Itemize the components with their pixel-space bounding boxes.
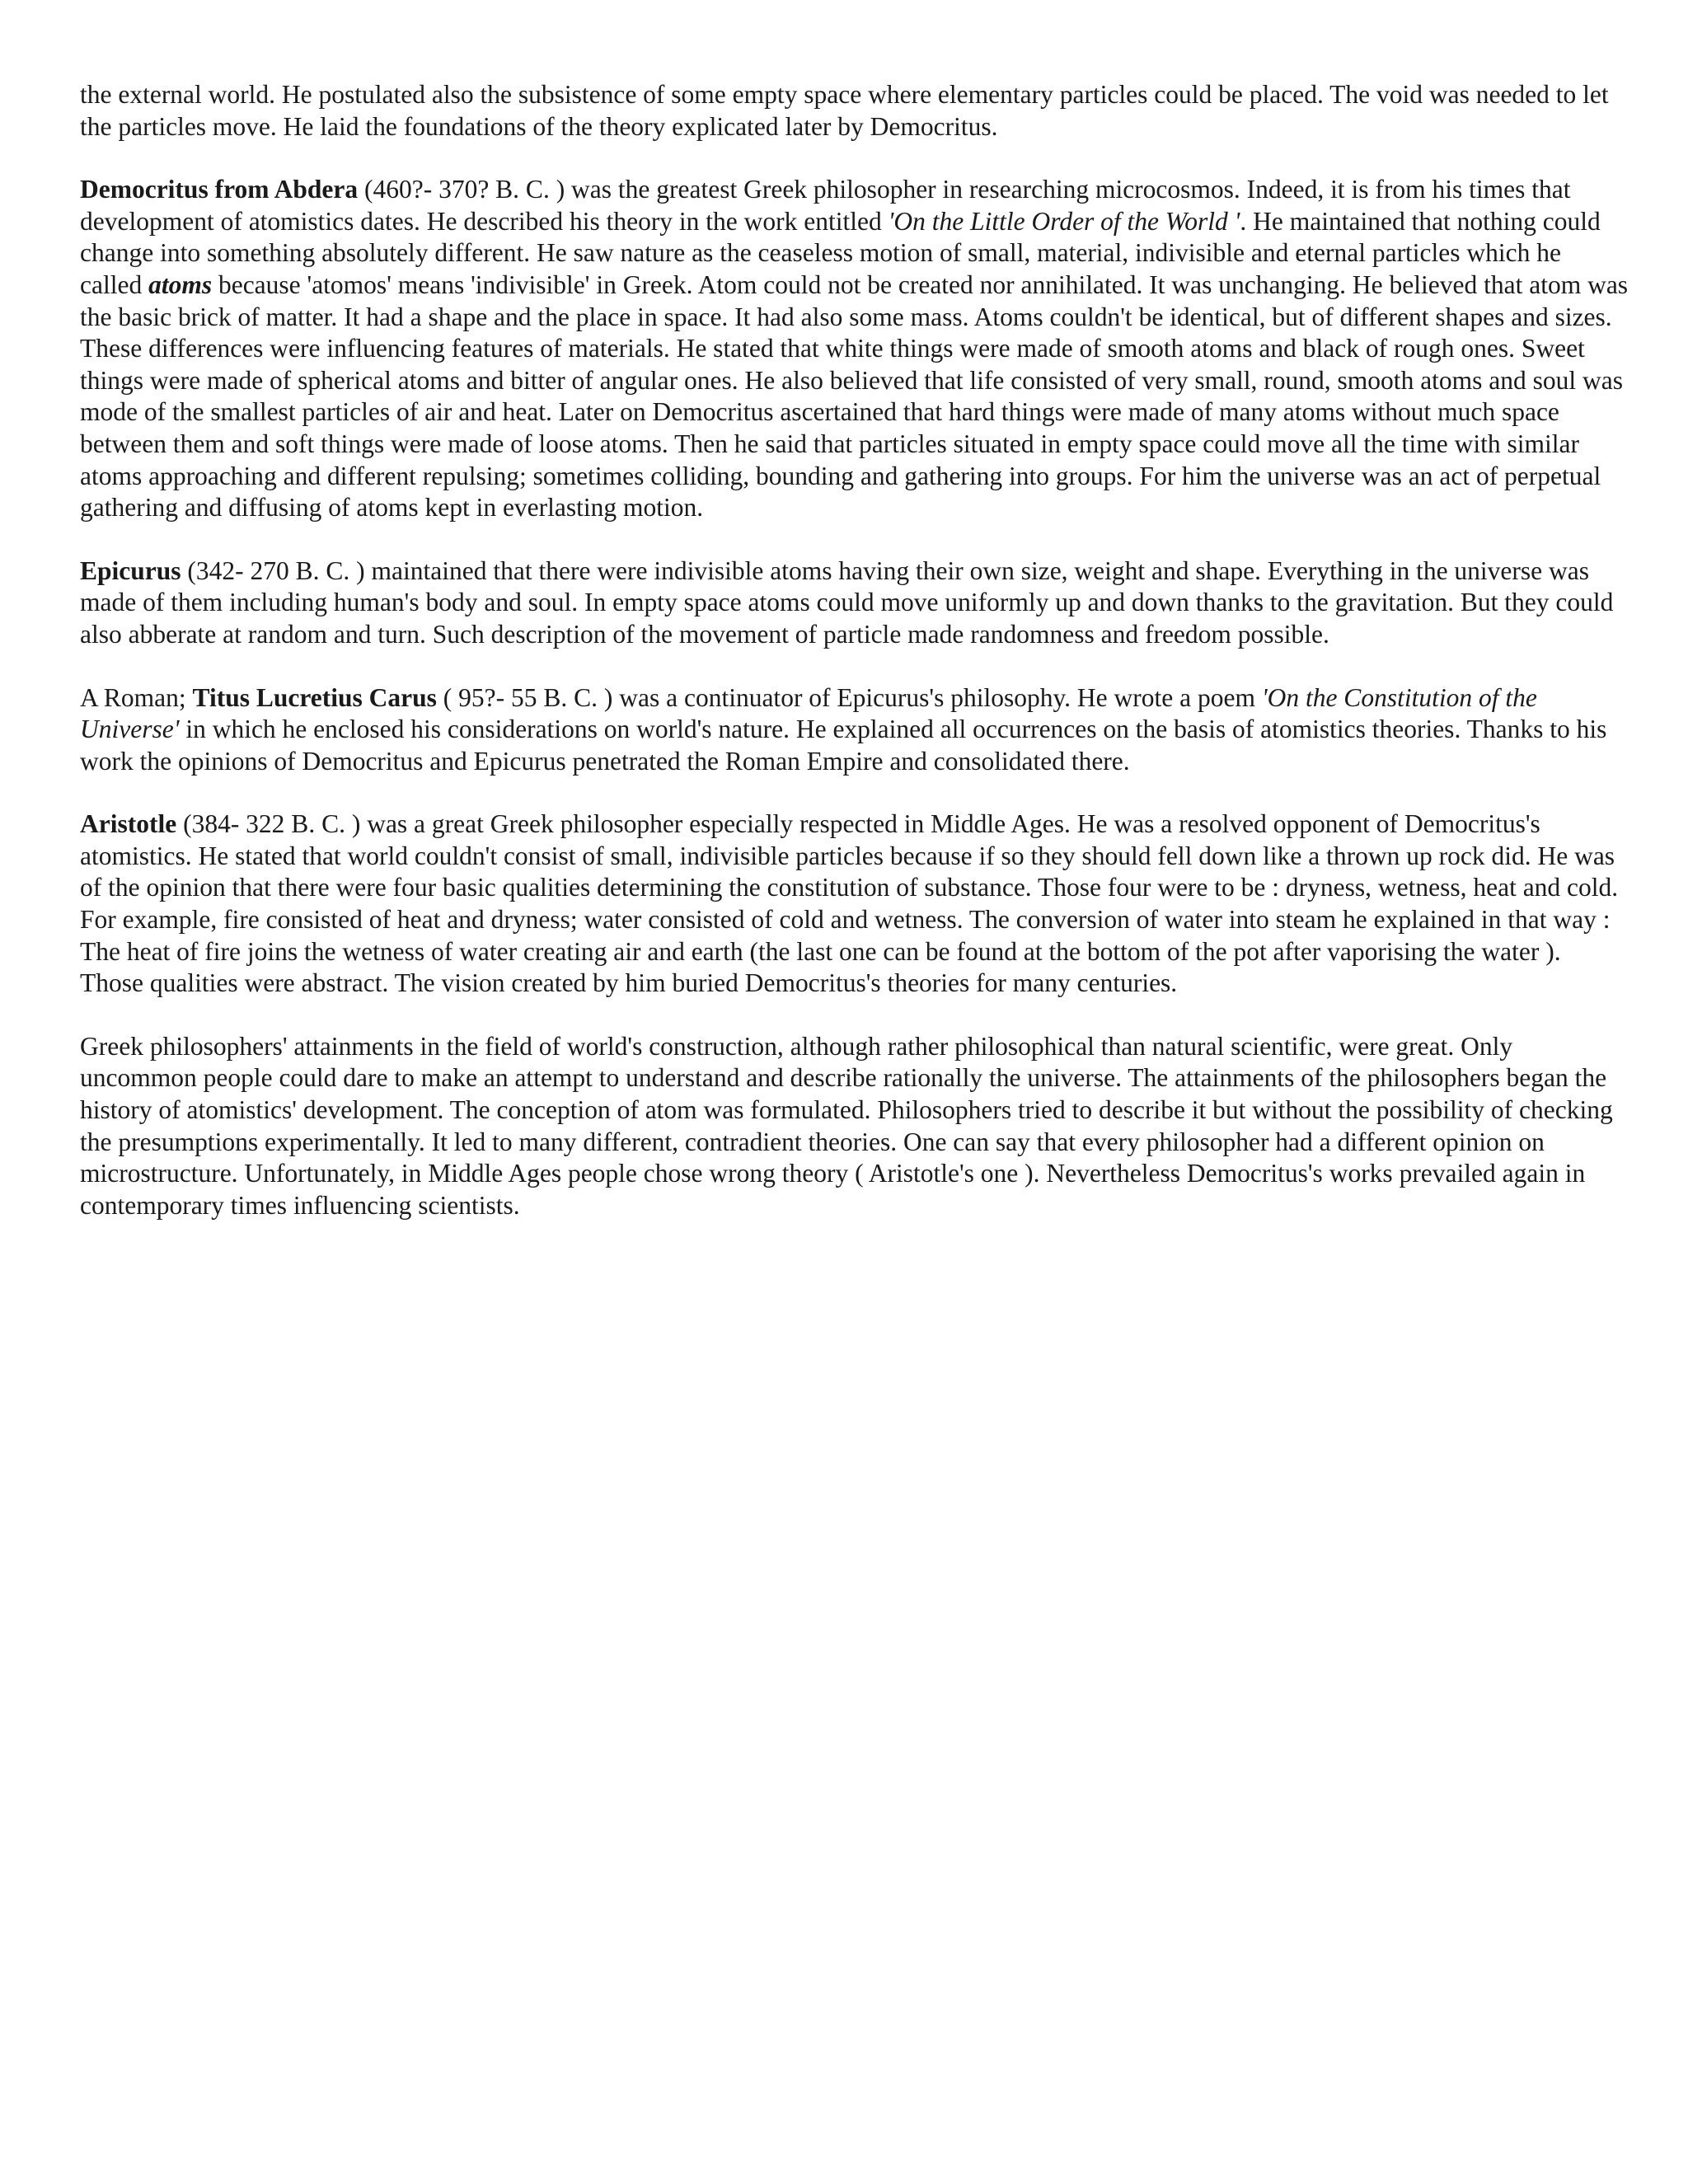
paragraph-democritus — [80, 174, 1629, 524]
paragraph-text: (342- 270 B. C. ) maintained that there were indivisible atoms having their own size, weight and shape. Everything in the universe was made of them including human's body and soul. In empty space atoms could move uniformly up and down thanks to the gravitation. But they could also abberate at random and turn. Such description of the movement of particle made randomness and freedom possible. — [80, 555, 1614, 649]
paragraph-aristotle — [80, 808, 1629, 1000]
philosopher-name-aristotle: Aristotle — [80, 809, 177, 839]
paragraph-text: A Roman; — [80, 682, 193, 712]
paragraph-text: ( 95?- 55 B. C. ) was a continuator of Epicurus's philosophy. He wrote a poem — [436, 682, 1262, 712]
term-atoms: atoms — [148, 269, 213, 299]
philosopher-name-democritus: Democritus from Abdera — [80, 175, 359, 204]
paragraph-text: (384- 322 B. C. ) was a great Greek philosopher especially respected in Middle Ages. He was a resolved opponent of Democritus's atomistics. He stated that world couldn't consist of small, indivisible particles because if so they should fell down like a thrown up rock did. He was of the opinion that there were four basic qualities determining the constitution of substance. Those four were to be : dryness, wetness, heat and cold. For example, fire consisted of heat and dryness; water consisted of cold and wetness. The conversion of water into steam he explained in that way : The heat of fire joins the wetness of water creating air and earth (the last one can be found at the bottom of the pot after vaporising the water ). Those qualities were abstract. The vision created by him buried Democritus's theories for many centuries. — [80, 809, 1619, 998]
paragraph-lucretius — [80, 682, 1629, 778]
paragraph-epicurus — [80, 555, 1629, 651]
document-page — [80, 79, 1629, 1253]
work-title-little-order: 'On the Little Order of the World ' — [888, 206, 1240, 236]
philosopher-name-lucretius: Titus Lucretius Carus — [192, 682, 437, 712]
paragraph-text: in which he enclosed his considerations on world's nature. He explained all occurrences on the basis of atomistics theories. Thanks to his work the opinions of Democritus and Epicurus penetrated the Roman Empire and consolidated there. — [80, 715, 1607, 776]
philosopher-name-epicurus: Epicurus — [80, 555, 181, 585]
paragraph-text: the external world. He postulated also the subsistence of some empty space where elementary particles could be placed. The void was needed to let the particles move. He laid the foundations of the theory explicated later by Democritus. — [80, 80, 1609, 141]
paragraph-conclusion — [80, 1031, 1629, 1222]
work-title-constitution: 'On the Constitution of the Universe' — [80, 682, 1537, 744]
paragraph-external-world — [80, 79, 1629, 143]
paragraph-text: Greek philosophers' attainments in the field of world's construction, although rather philosophical than natural scientific, were great. Only uncommon people could dare to make an attempt to understand and describe rationally the universe. The attainments of the philosophers began the history of atomistics' development. The conception of atom was formulated. Philosophers tried to describe it but without the possibility of checking the presumptions experimentally. It led to many different, contradient theories. One can say that every philosopher had a different opinion on microstructure. Unfortunately, in Middle Ages people chose wrong theory ( Aristotle's one ). Nevertheless Democritus's works prevailed again in contemporary times influencing scientists. — [80, 1031, 1613, 1220]
paragraph-text: because 'atomos' means 'indivisible' in Greek. Atom could not be created nor annihilated. It was unchanging. He believed that atom was the basic brick of matter. It had a shape and the place in space. It had also some mass. Atoms couldn't be identical, but of different shapes and sizes. These differences were influencing features of materials. He stated that white things were made of smooth atoms and black of rough ones. Sweet things were made of spherical atoms and bitter of angular ones. He also believed that life consisted of very small, round, smooth atoms and soul was mode of the smallest particles of air and heat. Later on Democritus ascertained that hard things were made of many atoms without much space between them and soft things were made of loose atoms. Then he said that particles situated in empty space could move all the time with similar atoms approaching and different repulsing; sometimes colliding, bounding and gathering into groups. For him the universe was an act of perpetual gathering and diffusing of atoms kept in everlasting motion. — [80, 269, 1629, 523]
paragraph-text: (460?- 370? B. C. ) was the greatest Greek philosopher in researching microcosmos. Indeed, it is from his times that development of atomistics dates. He described his theory in the work entitled — [80, 175, 1571, 236]
paragraph-text: . He maintained that nothing could change into something absolutely different. He saw nature as the ceaseless motion of small, material, indivisible and eternal particles which he called — [80, 206, 1601, 299]
